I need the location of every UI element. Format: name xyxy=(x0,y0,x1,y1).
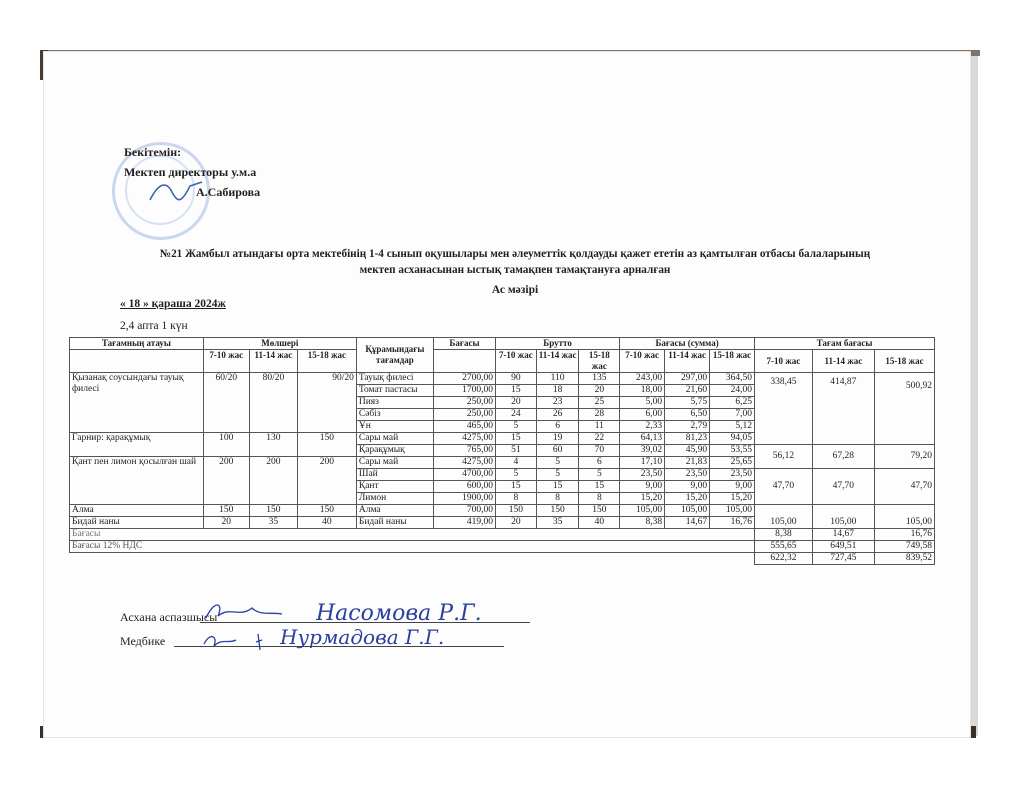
ingredient-cell: Қарақұмық xyxy=(356,445,433,457)
sum-cell: 297,00 xyxy=(665,373,710,385)
header-brutto: Брутто xyxy=(496,338,620,350)
table-row xyxy=(70,373,935,385)
price-cell: 250,00 xyxy=(433,409,495,421)
header-dish: Тағамның атауы xyxy=(70,338,204,350)
header-dish-price-age2: 11-14 жас xyxy=(812,350,874,373)
sum-cell: 14,67 xyxy=(665,517,710,529)
sum-cell: 15,20 xyxy=(620,493,665,505)
sum-cell: 243,00 xyxy=(620,373,665,385)
header-sum-age2: 11-14 жас xyxy=(665,350,710,373)
dish-price-cell: 47,70 xyxy=(812,469,874,505)
total-cell: 555,65 xyxy=(755,541,813,553)
brutto-cell: 28 xyxy=(579,409,620,421)
price-cell: 4275,00 xyxy=(433,433,495,445)
amount-cell: 130 xyxy=(249,433,297,457)
dish-price-cell: 105,00 xyxy=(874,505,934,529)
amount-cell: 200 xyxy=(297,457,356,505)
sum-cell: 23,50 xyxy=(665,469,710,481)
total-cell: 649,51 xyxy=(812,541,874,553)
menu-heading: Ас мәзірі xyxy=(491,284,539,296)
nurse-name-text: Нурмадова Г.Г. xyxy=(280,625,445,649)
ingredient-cell: Бидай наны xyxy=(356,517,433,529)
amount-cell: 150 xyxy=(249,505,297,517)
brutto-cell: 150 xyxy=(536,505,579,517)
ingredient-cell: Томат пастасы xyxy=(356,385,433,397)
sum-cell: 21,83 xyxy=(665,457,710,469)
brutto-cell: 135 xyxy=(579,373,620,385)
sum-cell: 5,00 xyxy=(620,397,665,409)
nurse-handwritten-name xyxy=(280,622,500,652)
brutto-cell: 24 xyxy=(496,409,537,421)
brutto-cell: 19 xyxy=(536,433,579,445)
sum-cell: 105,00 xyxy=(665,505,710,517)
brutto-cell: 18 xyxy=(536,385,579,397)
dish-price-cell: 338,45 xyxy=(755,373,813,445)
amount-cell: 90/20 xyxy=(297,373,356,433)
vat-label: Бағасы 12% НДС xyxy=(70,541,755,553)
total-cell: 749,58 xyxy=(874,541,934,553)
sum-cell: 8,38 xyxy=(620,517,665,529)
brutto-cell: 23 xyxy=(536,397,579,409)
dish-price-cell: 79,20 xyxy=(874,445,934,469)
header-dish-price-age3: 15-18 жас xyxy=(874,350,934,373)
sum-cell: 94,05 xyxy=(710,433,755,445)
amount-cell: 150 xyxy=(203,505,249,517)
brutto-cell: 8 xyxy=(579,493,620,505)
ingredient-cell: Алма xyxy=(356,505,433,517)
dish-price-cell: 47,70 xyxy=(755,469,813,505)
approval-director-name: А.Сабирова xyxy=(196,185,261,199)
brutto-cell: 35 xyxy=(536,517,579,529)
ingredient-cell: Сары май xyxy=(356,457,433,469)
ingredient-cell: Қант xyxy=(356,481,433,493)
sum-cell: 81,23 xyxy=(665,433,710,445)
sum-cell: 6,25 xyxy=(710,397,755,409)
sum-cell: 6,00 xyxy=(620,409,665,421)
sum-cell: 64,13 xyxy=(620,433,665,445)
dish-name: Алма xyxy=(70,505,204,517)
brutto-cell: 8 xyxy=(536,493,579,505)
header-sum-age1: 7-10 жас xyxy=(620,350,665,373)
price-cell: 250,00 xyxy=(433,397,495,409)
sum-cell: 5,75 xyxy=(665,397,710,409)
amount-cell: 20 xyxy=(203,517,249,529)
brutto-cell: 26 xyxy=(536,409,579,421)
sum-cell: 24,00 xyxy=(710,385,755,397)
header-amount-age3: 15-18 жас xyxy=(297,350,356,373)
approval-block xyxy=(124,142,260,202)
table-row xyxy=(70,505,935,517)
amount-cell: 150 xyxy=(297,505,356,517)
sum-cell: 45,90 xyxy=(665,445,710,457)
amount-cell: 35 xyxy=(249,517,297,529)
sum-cell: 23,50 xyxy=(620,469,665,481)
approval-position: Мектеп директоры у.м.а xyxy=(124,165,257,179)
sum-cell: 7,00 xyxy=(710,409,755,421)
table-row-vat xyxy=(70,553,935,565)
amount-cell: 80/20 xyxy=(249,373,297,433)
cook-name-text: Насомова Р.Г. xyxy=(316,601,482,626)
brutto-cell: 90 xyxy=(496,373,537,385)
header-sum-age3: 15-18 жас xyxy=(710,350,755,373)
amount-cell: 200 xyxy=(249,457,297,505)
vat-cell: 622,32 xyxy=(755,553,813,565)
sum-cell: 16,76 xyxy=(710,517,755,529)
header-brutto-age3: 15-18 жас xyxy=(579,350,620,373)
dish-name: Қант пен лимон қосылған шай xyxy=(70,457,204,505)
brutto-cell: 15 xyxy=(496,481,537,493)
sum-cell: 9,00 xyxy=(620,481,665,493)
price-cell: 1900,00 xyxy=(433,493,495,505)
dish-name: Бидай наны xyxy=(70,517,204,529)
sum-cell: 15,20 xyxy=(665,493,710,505)
table-row-bread-price xyxy=(70,529,935,541)
price-cell: 1700,00 xyxy=(433,385,495,397)
brutto-cell: 5 xyxy=(536,457,579,469)
vat-cell: 839,52 xyxy=(874,553,934,565)
price-label: Бағасы xyxy=(70,529,755,541)
header-amount-age1: 7-10 жас xyxy=(203,350,249,373)
header-amount-age2: 11-14 жас xyxy=(249,350,297,373)
brutto-cell: 51 xyxy=(496,445,537,457)
header-sum: Бағасы (сумма) xyxy=(620,338,755,350)
price-cell: 419,00 xyxy=(433,517,495,529)
price-cell: 4275,00 xyxy=(433,457,495,469)
brutto-cell: 22 xyxy=(579,433,620,445)
sum-cell: 9,00 xyxy=(710,481,755,493)
dish-price-cell: 14,67 xyxy=(812,529,874,541)
scan-edge-right xyxy=(970,56,978,736)
sum-cell: 105,00 xyxy=(620,505,665,517)
ingredient-cell: Лимон xyxy=(356,493,433,505)
dish-price-cell: 56,12 xyxy=(755,445,813,469)
brutto-cell: 6 xyxy=(579,457,620,469)
brutto-cell: 150 xyxy=(579,505,620,517)
sum-cell: 2,33 xyxy=(620,421,665,433)
dish-price-cell: 67,28 xyxy=(812,445,874,469)
brutto-cell: 20 xyxy=(496,397,537,409)
price-cell: 465,00 xyxy=(433,421,495,433)
dish-price-cell: 105,00 xyxy=(755,505,813,529)
table-header-row xyxy=(70,338,935,350)
sum-cell: 15,20 xyxy=(710,493,755,505)
sum-cell: 5,12 xyxy=(710,421,755,433)
sum-cell: 25,65 xyxy=(710,457,755,469)
cook-label: Асхана аспазшысы xyxy=(120,610,218,624)
vat-cell: 727,45 xyxy=(812,553,874,565)
brutto-cell: 5 xyxy=(579,469,620,481)
header-brutto-age1: 7-10 жас xyxy=(496,350,537,373)
sum-cell: 18,00 xyxy=(620,385,665,397)
menu-date: « 18 » қараша 2024ж xyxy=(120,298,226,310)
price-cell: 600,00 xyxy=(433,481,495,493)
brutto-cell: 5 xyxy=(496,469,537,481)
dish-name: Гарнир: қарақұмық xyxy=(70,433,204,457)
amount-cell: 60/20 xyxy=(203,373,249,433)
brutto-cell: 40 xyxy=(579,517,620,529)
brutto-cell: 11 xyxy=(579,421,620,433)
ingredient-cell: Шай xyxy=(356,469,433,481)
price-cell: 765,00 xyxy=(433,445,495,457)
brutto-cell: 5 xyxy=(496,421,537,433)
dish-price-cell: 500,92 xyxy=(874,373,934,445)
sum-cell: 17,10 xyxy=(620,457,665,469)
price-cell: 4700,00 xyxy=(433,469,495,481)
header-dish-price-age1: 7-10 жас xyxy=(755,350,813,373)
brutto-cell: 20 xyxy=(496,517,537,529)
brutto-cell: 15 xyxy=(496,433,537,445)
brutto-cell: 20 xyxy=(579,385,620,397)
sum-cell: 39,02 xyxy=(620,445,665,457)
brutto-cell: 110 xyxy=(536,373,579,385)
header-amount: Мөлшері xyxy=(203,338,356,350)
sum-cell: 21,60 xyxy=(665,385,710,397)
brutto-cell: 15 xyxy=(536,481,579,493)
header-price: Бағасы xyxy=(433,338,495,350)
brutto-cell: 5 xyxy=(536,469,579,481)
header-brutto-age2: 11-14 жас xyxy=(536,350,579,373)
menu-week-day: 2,4 апта 1 күн xyxy=(120,320,188,332)
brutto-cell: 8 xyxy=(496,493,537,505)
approval-heading: Бекітемін: xyxy=(124,145,182,159)
dish-price-cell: 8,38 xyxy=(755,529,813,541)
table-row-total xyxy=(70,541,935,553)
amount-cell: 100 xyxy=(203,433,249,457)
dish-name: Қызанақ соусындағы тауық филесі xyxy=(70,373,204,433)
ingredient-cell: Сәбіз xyxy=(356,409,433,421)
sum-cell: 364,50 xyxy=(710,373,755,385)
brutto-cell: 6 xyxy=(536,421,579,433)
brutto-cell: 150 xyxy=(496,505,537,517)
brutto-cell: 60 xyxy=(536,445,579,457)
header-dish-price: Тағам бағасы xyxy=(755,338,935,350)
document-title-line1: №21 Жамбыл атындағы орта мектебінің 1-4 сынып оқушылары мен әлеуметтік қолдауды қажет ететін аз қамтылған отбасы балаларының xyxy=(159,248,871,260)
menu-table xyxy=(69,337,935,565)
ingredient-cell: Сары май xyxy=(356,433,433,445)
dish-price-cell: 16,76 xyxy=(874,529,934,541)
sum-cell: 9,00 xyxy=(665,481,710,493)
amount-cell: 40 xyxy=(297,517,356,529)
ingredient-cell: Ұн xyxy=(356,421,433,433)
brutto-cell: 25 xyxy=(579,397,620,409)
price-cell: 700,00 xyxy=(433,505,495,517)
sum-cell: 23,50 xyxy=(710,469,755,481)
brutto-cell: 15 xyxy=(579,481,620,493)
document-title-line2: мектеп асханасынан ыстық тамақпен тамақтануға арналған xyxy=(359,264,671,276)
ingredient-cell: Тауық филесі xyxy=(356,373,433,385)
sum-cell: 2,79 xyxy=(665,421,710,433)
amount-cell: 200 xyxy=(203,457,249,505)
sum-cell: 105,00 xyxy=(710,505,755,517)
nurse-label: Медбике xyxy=(120,634,166,648)
price-cell: 2700,00 xyxy=(433,373,495,385)
header-ingredients: Құрамындағы тағамдар xyxy=(356,338,433,373)
dish-price-cell: 105,00 xyxy=(812,505,874,529)
brutto-cell: 70 xyxy=(579,445,620,457)
amount-cell: 150 xyxy=(297,433,356,457)
dish-price-cell: 47,70 xyxy=(874,469,934,505)
dish-price-cell: 414,87 xyxy=(812,373,874,445)
brutto-cell: 15 xyxy=(496,385,537,397)
ingredient-cell: Пияз xyxy=(356,397,433,409)
sum-cell: 6,50 xyxy=(665,409,710,421)
sum-cell: 53,55 xyxy=(710,445,755,457)
brutto-cell: 4 xyxy=(496,457,537,469)
